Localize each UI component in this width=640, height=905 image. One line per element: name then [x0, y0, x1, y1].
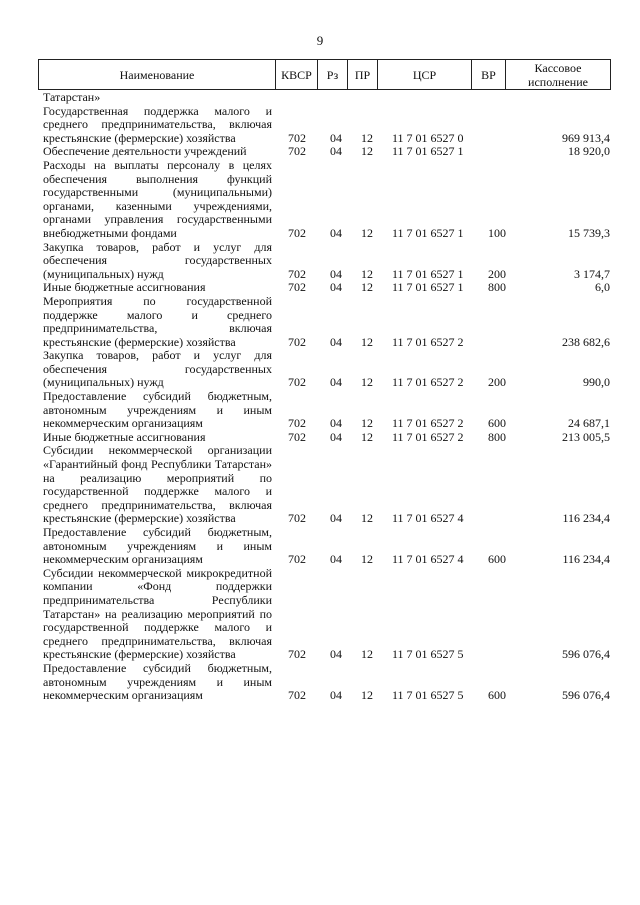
cell-vr: 800 [488, 280, 506, 295]
cell-pr: 12 [361, 688, 373, 703]
cell-vr: 800 [488, 429, 506, 444]
cell-csr: 11 7 01 6527 5 [392, 688, 464, 703]
cell-csr: 11 7 01 6527 2 [392, 334, 464, 349]
cell-kvsr: 702 [288, 280, 306, 295]
cell-rz: 04 [330, 511, 342, 526]
cell-rz: 04 [330, 647, 342, 662]
cell-csr: 11 7 01 6527 1 [392, 280, 464, 295]
cell-csr: 11 7 01 6527 1 [392, 225, 464, 240]
cell-sum: 3 174,7 [574, 266, 610, 281]
table-row [0, 444, 640, 526]
row-name: Иные бюджетные ассигнования [43, 280, 206, 295]
cell-sum: 116 234,4 [562, 511, 610, 526]
cell-rz: 04 [330, 225, 342, 240]
cell-sum: 990,0 [583, 375, 610, 390]
cell-rz: 04 [330, 144, 342, 159]
cell-kvsr: 702 [288, 552, 306, 567]
cell-kvsr: 702 [288, 688, 306, 703]
cell-pr: 12 [361, 144, 373, 159]
cell-csr: 11 7 01 6527 2 [392, 375, 464, 390]
cell-vr: 200 [488, 375, 506, 390]
cell-pr: 12 [361, 647, 373, 662]
cell-pr: 12 [361, 375, 373, 390]
table-row [0, 295, 640, 349]
cell-csr: 11 7 01 6527 2 [392, 429, 464, 444]
cell-rz: 04 [330, 334, 342, 349]
cell-kvsr: 702 [288, 416, 306, 431]
cell-pr: 12 [361, 280, 373, 295]
table-row [0, 281, 640, 295]
cell-rz: 04 [330, 552, 342, 567]
cell-pr: 12 [361, 552, 373, 567]
header-rz: Рз [318, 60, 348, 89]
table-row [0, 567, 640, 662]
table-row [0, 431, 640, 445]
cell-kvsr: 702 [288, 225, 306, 240]
cell-pr: 12 [361, 334, 373, 349]
table-header [38, 59, 611, 90]
cell-kvsr: 702 [288, 266, 306, 281]
cell-vr: 600 [488, 552, 506, 567]
table-row [0, 526, 640, 567]
cell-sum: 596 076,4 [562, 688, 610, 703]
table-row [0, 390, 640, 431]
cell-csr: 11 7 01 6527 1 [392, 266, 464, 281]
cell-rz: 04 [330, 688, 342, 703]
cell-kvsr: 702 [288, 511, 306, 526]
row-name: Расходы на выплаты персоналу в целях обеспечения выполнения функций государственными (муниципальными) органами, казенными учреждениями, органами управления государственными внебюджетными фондами [43, 157, 272, 240]
cell-rz: 04 [330, 429, 342, 444]
cell-kvsr: 702 [288, 334, 306, 349]
cell-csr: 11 7 01 6527 0 [392, 130, 464, 145]
row-name: Предоставление субсидий бюджетным, автономным учреждениям и иным некоммерческим организациям [43, 525, 272, 567]
header-vr: ВР [472, 60, 506, 89]
table-row [0, 91, 640, 105]
cell-csr: 11 7 01 6527 4 [392, 552, 464, 567]
cell-kvsr: 702 [288, 375, 306, 390]
row-name: Субсидии некоммерческой микрокредитной компании «Фонд поддержки предпринимательства Республики Татарстан» на реализацию мероприятий по государственной поддержке малого и среднего предпринимательства, включая крестьянские (фермерские) хозяйства [43, 565, 272, 662]
row-name: Закупка товаров, работ и услуг для обеспечения государственных (муниципальных) нужд [43, 239, 272, 281]
row-name: Иные бюджетные ассигнования [43, 429, 206, 444]
row-name: Мероприятия по государственной поддержке малого и среднего предпринимательства, включая крестьянские (фермерские) хозяйства [43, 293, 272, 349]
header-cash-execution: Кассовое исполнение [528, 60, 588, 89]
cell-kvsr: 702 [288, 130, 306, 145]
cell-sum: 238 682,6 [562, 334, 610, 349]
cell-pr: 12 [361, 130, 373, 145]
cell-sum: 18 920,0 [568, 144, 610, 159]
cell-sum: 24 687,1 [568, 416, 610, 431]
cell-vr: 100 [488, 225, 506, 240]
cell-sum: 596 076,4 [562, 647, 610, 662]
row-name: Субсидии некоммерческой организации «Гарантийный фонд Республики Татарстан» на реализацию мероприятий по государственной поддержке малого и среднего предпринимательства, включая крестьянские (фермерские) хозяйства [43, 443, 272, 526]
table-row [0, 159, 640, 241]
cell-vr: 200 [488, 266, 506, 281]
cell-pr: 12 [361, 429, 373, 444]
cell-rz: 04 [330, 280, 342, 295]
row-name: Обеспечение деятельности учреждений [43, 144, 247, 159]
cell-vr: 600 [488, 416, 506, 431]
cell-pr: 12 [361, 225, 373, 240]
cell-vr: 600 [488, 688, 506, 703]
cell-pr: 12 [361, 416, 373, 431]
table-row [0, 105, 640, 146]
cell-kvsr: 702 [288, 647, 306, 662]
cell-sum: 6,0 [595, 280, 610, 295]
cell-sum: 15 739,3 [568, 225, 610, 240]
table-row [0, 349, 640, 390]
cell-rz: 04 [330, 416, 342, 431]
row-name: Татарстан» [43, 90, 101, 104]
row-name: Предоставление субсидий бюджетным, автономным учреждениям и иным некоммерческим организациям [43, 389, 272, 431]
table-row [0, 241, 640, 282]
cell-sum: 969 913,4 [562, 130, 610, 145]
header-pr: ПР [348, 60, 378, 89]
cell-rz: 04 [330, 266, 342, 281]
cell-csr: 11 7 01 6527 2 [392, 416, 464, 431]
cell-csr: 11 7 01 6527 4 [392, 511, 464, 526]
cell-sum: 213 005,5 [562, 429, 610, 444]
cell-kvsr: 702 [288, 429, 306, 444]
cell-pr: 12 [361, 266, 373, 281]
header-csr: ЦСР [378, 60, 472, 89]
table-row [0, 662, 640, 703]
cell-rz: 04 [330, 375, 342, 390]
table-row [0, 145, 640, 159]
header-name: Наименование [39, 60, 276, 89]
cell-kvsr: 702 [288, 144, 306, 159]
header-kvsr: КВСР [276, 60, 318, 89]
row-name: Предоставление субсидий бюджетным, автономным учреждениям и иным некоммерческим организациям [43, 660, 272, 703]
cell-csr: 11 7 01 6527 5 [392, 647, 464, 662]
cell-rz: 04 [330, 130, 342, 145]
cell-csr: 11 7 01 6527 1 [392, 144, 464, 159]
row-name: Государственная поддержка малого и среднего предпринимательства, включая крестьянские (фермерские) хозяйства [43, 103, 272, 145]
cell-sum: 116 234,4 [562, 552, 610, 567]
cell-pr: 12 [361, 511, 373, 526]
table-body [0, 91, 640, 703]
page-number: 9 [316, 33, 324, 48]
row-name: Закупка товаров, работ и услуг для обеспечения государственных (муниципальных) нужд [43, 348, 272, 390]
